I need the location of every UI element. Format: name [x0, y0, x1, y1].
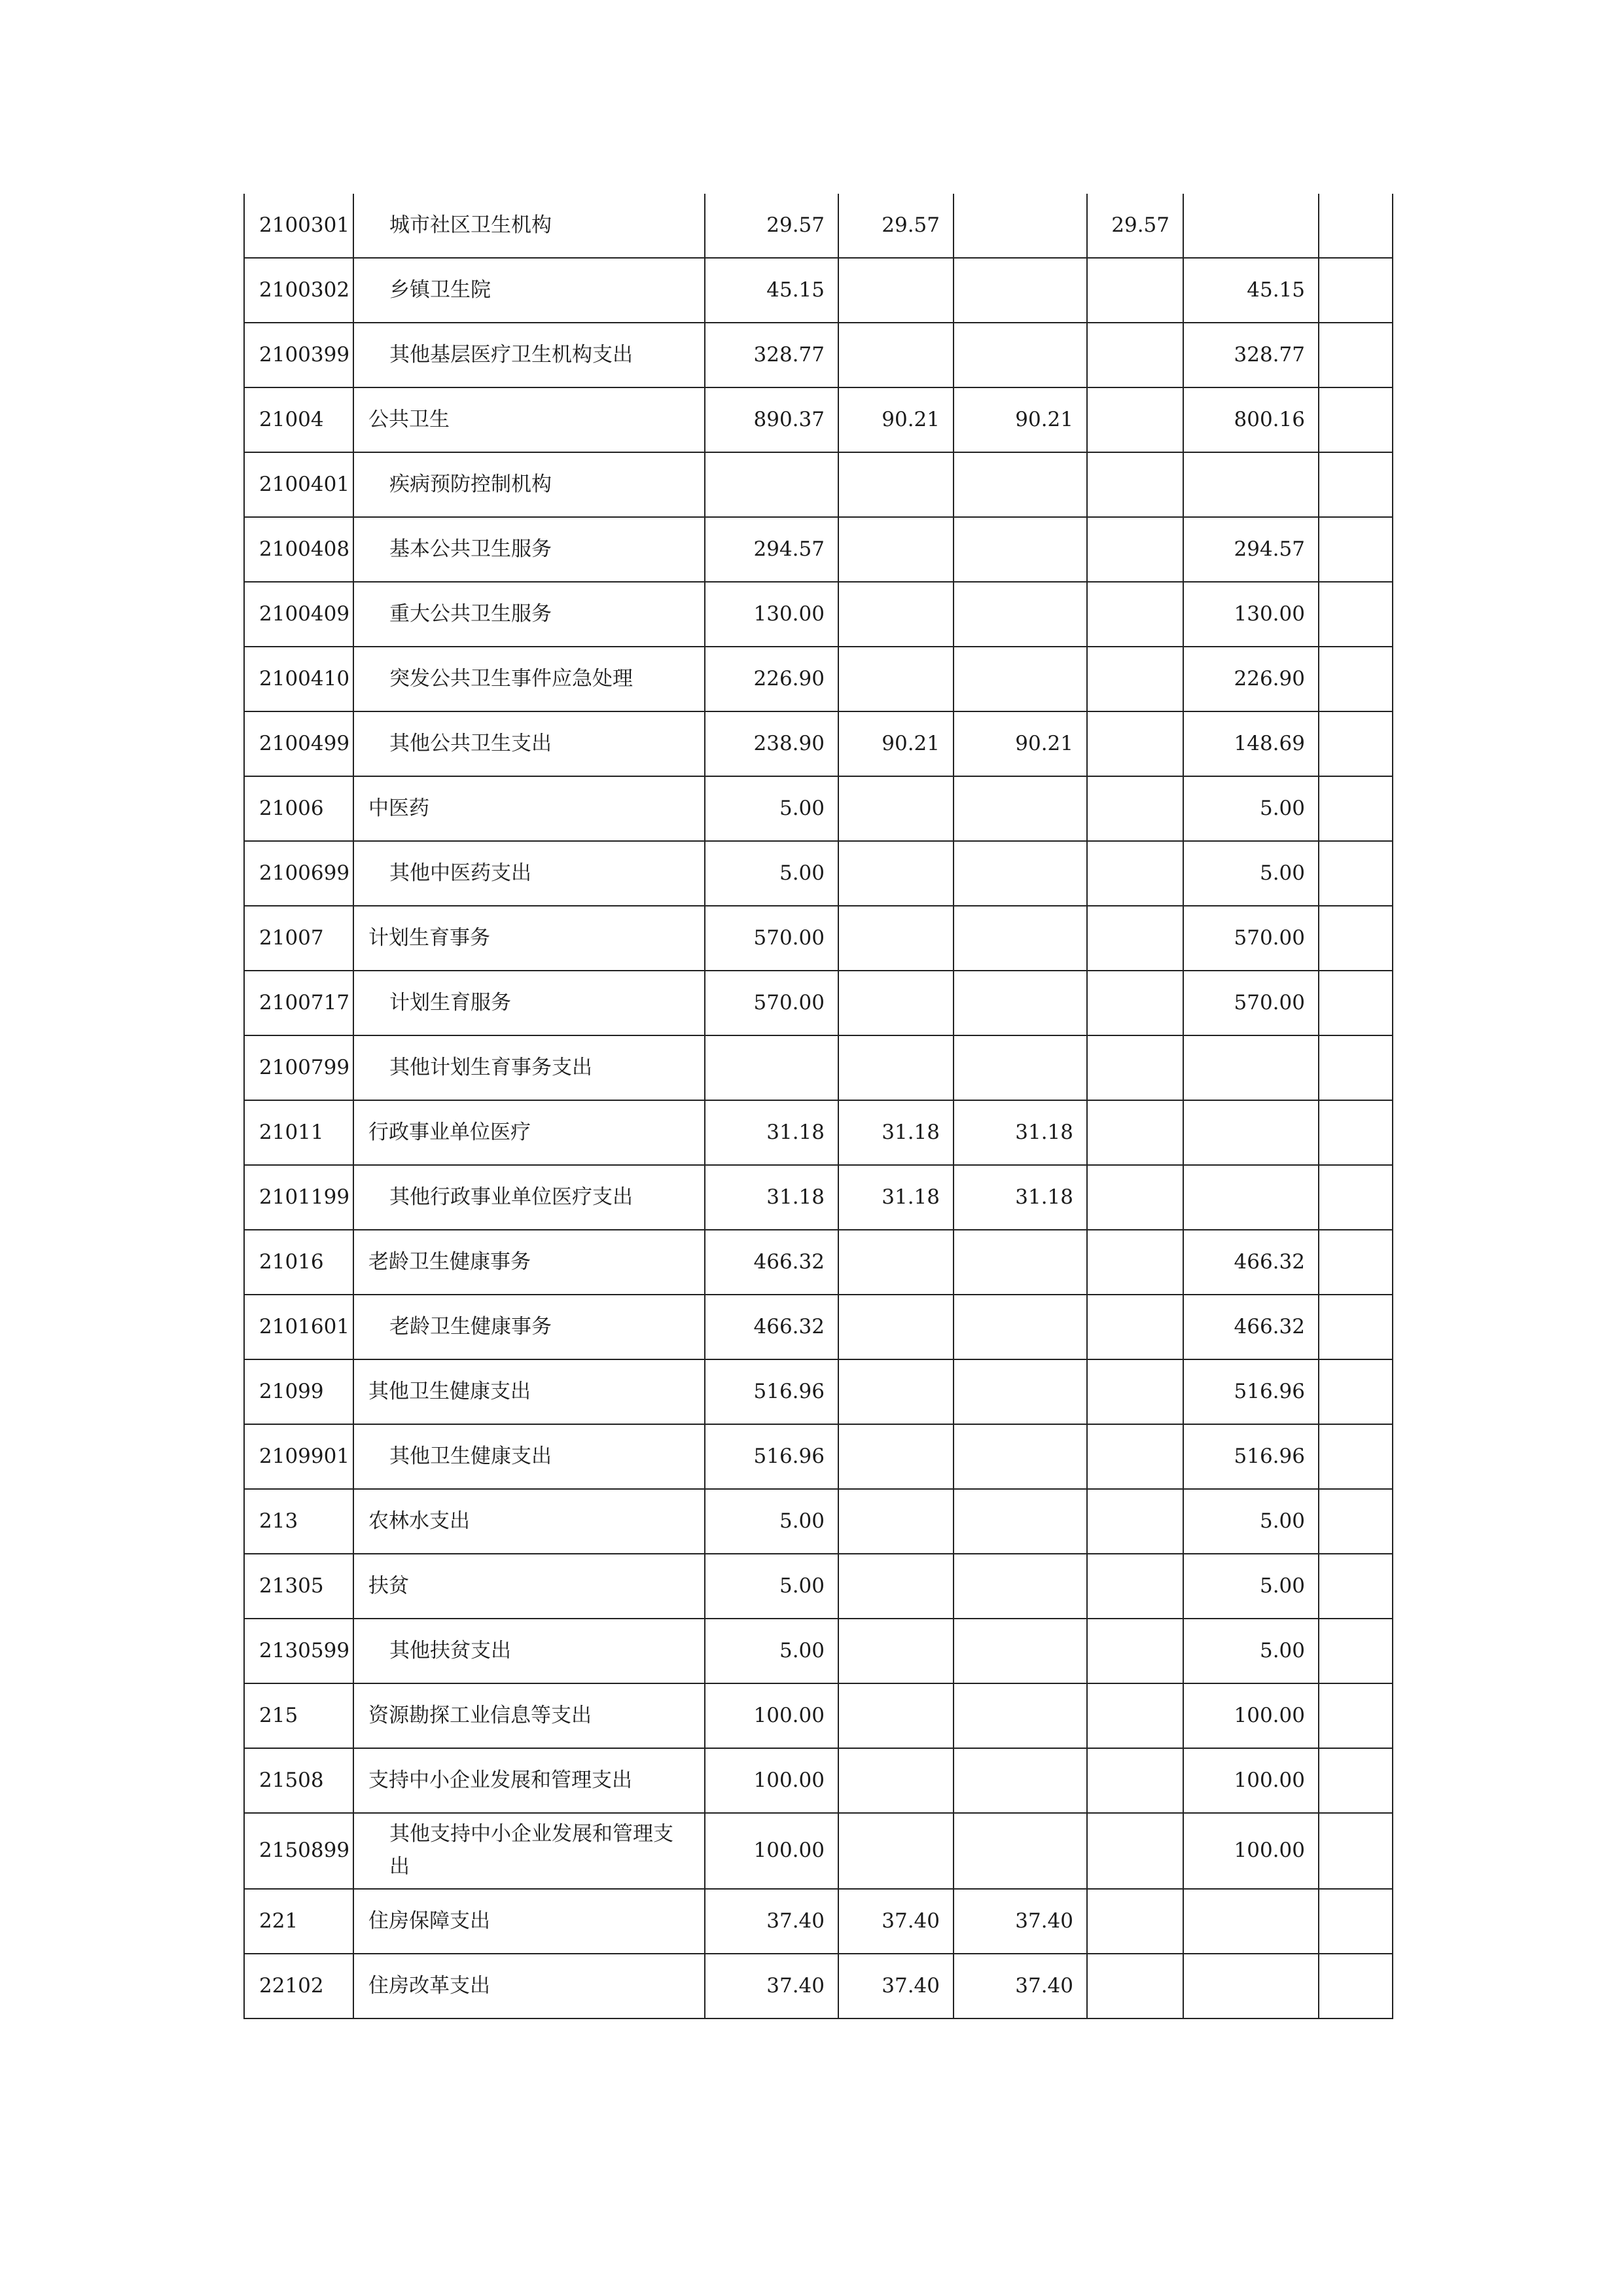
budget-expenditure-table	[243, 194, 1393, 2019]
extra-column-cell	[1319, 841, 1393, 906]
table-row	[244, 1035, 1393, 1100]
table-row	[244, 1889, 1393, 1954]
public-expenditure-cell	[1087, 1100, 1183, 1165]
subject-name-cell: 城市社区卫生机构	[353, 194, 705, 258]
basic-expenditure-cell	[838, 971, 954, 1035]
total-amount-cell: 100.00	[705, 1813, 838, 1889]
public-expenditure-cell	[1087, 1359, 1183, 1424]
personnel-expenditure-cell	[954, 1295, 1087, 1359]
basic-expenditure-cell: 31.18	[838, 1100, 954, 1165]
table-row	[244, 647, 1393, 711]
subject-code-cell: 2100408	[244, 517, 353, 582]
subject-code-cell: 21305	[244, 1554, 353, 1619]
subject-code-cell: 221	[244, 1889, 353, 1954]
project-expenditure-cell: 100.00	[1183, 1813, 1319, 1889]
table-row	[244, 1100, 1393, 1165]
project-expenditure-cell: 328.77	[1183, 323, 1319, 387]
subject-code-cell: 2101199	[244, 1165, 353, 1230]
subject-name-cell: 老龄卫生健康事务	[353, 1295, 705, 1359]
subject-name-cell: 扶贫	[353, 1554, 705, 1619]
basic-expenditure-cell	[838, 1748, 954, 1813]
project-expenditure-cell: 130.00	[1183, 582, 1319, 647]
public-expenditure-cell	[1087, 323, 1183, 387]
extra-column-cell	[1319, 1100, 1393, 1165]
subject-code-cell: 2100799	[244, 1035, 353, 1100]
subject-code-cell: 2130599	[244, 1619, 353, 1683]
personnel-expenditure-cell	[954, 971, 1087, 1035]
basic-expenditure-cell	[838, 1813, 954, 1889]
subject-code-cell: 21007	[244, 906, 353, 971]
extra-column-cell	[1319, 258, 1393, 323]
extra-column-cell	[1319, 1554, 1393, 1619]
total-amount-cell: 5.00	[705, 1554, 838, 1619]
table-row	[244, 841, 1393, 906]
subject-name-cell: 其他卫生健康支出	[353, 1424, 705, 1489]
subject-code-cell: 22102	[244, 1954, 353, 2018]
personnel-expenditure-cell	[954, 582, 1087, 647]
subject-name-cell: 其他支持中小企业发展和管理支出	[353, 1813, 705, 1889]
extra-column-cell	[1319, 1424, 1393, 1489]
total-amount-cell: 466.32	[705, 1295, 838, 1359]
project-expenditure-cell	[1183, 194, 1319, 258]
extra-column-cell	[1319, 194, 1393, 258]
total-amount-cell: 45.15	[705, 258, 838, 323]
public-expenditure-cell	[1087, 841, 1183, 906]
subject-name-cell: 住房改革支出	[353, 1954, 705, 2018]
extra-column-cell	[1319, 1165, 1393, 1230]
personnel-expenditure-cell	[954, 517, 1087, 582]
subject-name-cell: 其他公共卫生支出	[353, 711, 705, 776]
basic-expenditure-cell	[838, 1489, 954, 1554]
personnel-expenditure-cell: 90.21	[954, 387, 1087, 452]
extra-column-cell	[1319, 1295, 1393, 1359]
subject-code-cell: 21004	[244, 387, 353, 452]
basic-expenditure-cell	[838, 841, 954, 906]
personnel-expenditure-cell	[954, 452, 1087, 517]
extra-column-cell	[1319, 1748, 1393, 1813]
public-expenditure-cell	[1087, 1813, 1183, 1889]
basic-expenditure-cell	[838, 1295, 954, 1359]
total-amount-cell: 516.96	[705, 1424, 838, 1489]
subject-code-cell: 21011	[244, 1100, 353, 1165]
extra-column-cell	[1319, 1359, 1393, 1424]
basic-expenditure-cell: 31.18	[838, 1165, 954, 1230]
personnel-expenditure-cell	[954, 258, 1087, 323]
table-body	[244, 194, 1393, 2018]
total-amount-cell: 466.32	[705, 1230, 838, 1295]
extra-column-cell	[1319, 1813, 1393, 1889]
subject-code-cell: 21099	[244, 1359, 353, 1424]
subject-name-cell: 其他行政事业单位医疗支出	[353, 1165, 705, 1230]
table-row	[244, 1230, 1393, 1295]
subject-code-cell: 213	[244, 1489, 353, 1554]
table-row	[244, 1683, 1393, 1748]
subject-name-cell: 其他中医药支出	[353, 841, 705, 906]
table-row	[244, 1813, 1393, 1889]
subject-name-cell: 行政事业单位医疗	[353, 1100, 705, 1165]
public-expenditure-cell	[1087, 1954, 1183, 2018]
subject-code-cell: 2100301	[244, 194, 353, 258]
total-amount-cell: 100.00	[705, 1683, 838, 1748]
project-expenditure-cell	[1183, 452, 1319, 517]
subject-name-cell: 支持中小企业发展和管理支出	[353, 1748, 705, 1813]
table-row	[244, 452, 1393, 517]
basic-expenditure-cell: 37.40	[838, 1889, 954, 1954]
project-expenditure-cell	[1183, 1165, 1319, 1230]
table-row	[244, 387, 1393, 452]
total-amount-cell	[705, 1035, 838, 1100]
subject-name-cell: 公共卫生	[353, 387, 705, 452]
public-expenditure-cell	[1087, 1889, 1183, 1954]
personnel-expenditure-cell	[954, 906, 1087, 971]
subject-code-cell: 215	[244, 1683, 353, 1748]
project-expenditure-cell: 466.32	[1183, 1295, 1319, 1359]
table-row	[244, 971, 1393, 1035]
personnel-expenditure-cell	[954, 1424, 1087, 1489]
basic-expenditure-cell	[838, 1619, 954, 1683]
personnel-expenditure-cell	[954, 1359, 1087, 1424]
basic-expenditure-cell	[838, 582, 954, 647]
subject-code-cell: 2100409	[244, 582, 353, 647]
personnel-expenditure-cell	[954, 1489, 1087, 1554]
total-amount-cell: 516.96	[705, 1359, 838, 1424]
project-expenditure-cell: 5.00	[1183, 776, 1319, 841]
basic-expenditure-cell	[838, 1035, 954, 1100]
project-expenditure-cell: 5.00	[1183, 1554, 1319, 1619]
table-row	[244, 323, 1393, 387]
table-row	[244, 1165, 1393, 1230]
subject-name-cell: 住房保障支出	[353, 1889, 705, 1954]
basic-expenditure-cell	[838, 1359, 954, 1424]
public-expenditure-cell	[1087, 387, 1183, 452]
personnel-expenditure-cell: 37.40	[954, 1954, 1087, 2018]
extra-column-cell	[1319, 906, 1393, 971]
public-expenditure-cell	[1087, 1230, 1183, 1295]
total-amount-cell: 100.00	[705, 1748, 838, 1813]
subject-code-cell: 21006	[244, 776, 353, 841]
public-expenditure-cell	[1087, 776, 1183, 841]
basic-expenditure-cell: 29.57	[838, 194, 954, 258]
personnel-expenditure-cell	[954, 1554, 1087, 1619]
personnel-expenditure-cell	[954, 1683, 1087, 1748]
project-expenditure-cell: 100.00	[1183, 1683, 1319, 1748]
total-amount-cell: 31.18	[705, 1165, 838, 1230]
public-expenditure-cell	[1087, 1554, 1183, 1619]
project-expenditure-cell: 5.00	[1183, 1489, 1319, 1554]
project-expenditure-cell: 45.15	[1183, 258, 1319, 323]
public-expenditure-cell	[1087, 1683, 1183, 1748]
personnel-expenditure-cell	[954, 194, 1087, 258]
extra-column-cell	[1319, 776, 1393, 841]
project-expenditure-cell: 100.00	[1183, 1748, 1319, 1813]
subject-code-cell: 21508	[244, 1748, 353, 1813]
basic-expenditure-cell	[838, 1554, 954, 1619]
extra-column-cell	[1319, 971, 1393, 1035]
basic-expenditure-cell	[838, 1424, 954, 1489]
total-amount-cell: 5.00	[705, 841, 838, 906]
personnel-expenditure-cell: 37.40	[954, 1889, 1087, 1954]
subject-code-cell: 2100699	[244, 841, 353, 906]
project-expenditure-cell: 5.00	[1183, 841, 1319, 906]
subject-name-cell: 农林水支出	[353, 1489, 705, 1554]
basic-expenditure-cell	[838, 517, 954, 582]
personnel-expenditure-cell	[954, 1035, 1087, 1100]
basic-expenditure-cell: 37.40	[838, 1954, 954, 2018]
public-expenditure-cell	[1087, 1035, 1183, 1100]
project-expenditure-cell: 800.16	[1183, 387, 1319, 452]
public-expenditure-cell	[1087, 1295, 1183, 1359]
personnel-expenditure-cell	[954, 841, 1087, 906]
project-expenditure-cell: 5.00	[1183, 1619, 1319, 1683]
subject-code-cell: 2100401	[244, 452, 353, 517]
total-amount-cell: 570.00	[705, 906, 838, 971]
total-amount-cell: 238.90	[705, 711, 838, 776]
public-expenditure-cell	[1087, 1424, 1183, 1489]
extra-column-cell	[1319, 387, 1393, 452]
total-amount-cell: 130.00	[705, 582, 838, 647]
total-amount-cell: 37.40	[705, 1889, 838, 1954]
public-expenditure-cell	[1087, 582, 1183, 647]
public-expenditure-cell	[1087, 1619, 1183, 1683]
extra-column-cell	[1319, 323, 1393, 387]
basic-expenditure-cell	[838, 647, 954, 711]
project-expenditure-cell	[1183, 1889, 1319, 1954]
table-row	[244, 517, 1393, 582]
total-amount-cell: 31.18	[705, 1100, 838, 1165]
subject-code-cell: 2100499	[244, 711, 353, 776]
basic-expenditure-cell	[838, 776, 954, 841]
public-expenditure-cell	[1087, 647, 1183, 711]
public-expenditure-cell	[1087, 711, 1183, 776]
subject-code-cell: 2101601	[244, 1295, 353, 1359]
public-expenditure-cell	[1087, 906, 1183, 971]
table-row	[244, 776, 1393, 841]
subject-code-cell: 2100410	[244, 647, 353, 711]
total-amount-cell: 29.57	[705, 194, 838, 258]
basic-expenditure-cell	[838, 452, 954, 517]
personnel-expenditure-cell	[954, 1619, 1087, 1683]
extra-column-cell	[1319, 1230, 1393, 1295]
table-row	[244, 194, 1393, 258]
total-amount-cell: 294.57	[705, 517, 838, 582]
subject-name-cell: 资源勘探工业信息等支出	[353, 1683, 705, 1748]
total-amount-cell: 5.00	[705, 776, 838, 841]
table-row	[244, 1424, 1393, 1489]
table-row	[244, 1748, 1393, 1813]
subject-code-cell: 2150899	[244, 1813, 353, 1889]
public-expenditure-cell	[1087, 1165, 1183, 1230]
table-row	[244, 1619, 1393, 1683]
personnel-expenditure-cell: 90.21	[954, 711, 1087, 776]
total-amount-cell: 570.00	[705, 971, 838, 1035]
subject-name-cell: 计划生育服务	[353, 971, 705, 1035]
project-expenditure-cell: 516.96	[1183, 1424, 1319, 1489]
subject-name-cell: 其他计划生育事务支出	[353, 1035, 705, 1100]
subject-name-cell: 其他基层医疗卫生机构支出	[353, 323, 705, 387]
basic-expenditure-cell	[838, 1230, 954, 1295]
personnel-expenditure-cell	[954, 776, 1087, 841]
total-amount-cell: 5.00	[705, 1619, 838, 1683]
extra-column-cell	[1319, 452, 1393, 517]
public-expenditure-cell	[1087, 1748, 1183, 1813]
extra-column-cell	[1319, 517, 1393, 582]
project-expenditure-cell: 226.90	[1183, 647, 1319, 711]
personnel-expenditure-cell: 31.18	[954, 1165, 1087, 1230]
total-amount-cell	[705, 452, 838, 517]
subject-code-cell: 2100717	[244, 971, 353, 1035]
subject-name-cell: 基本公共卫生服务	[353, 517, 705, 582]
total-amount-cell: 226.90	[705, 647, 838, 711]
personnel-expenditure-cell: 31.18	[954, 1100, 1087, 1165]
table-row	[244, 582, 1393, 647]
personnel-expenditure-cell	[954, 647, 1087, 711]
total-amount-cell: 328.77	[705, 323, 838, 387]
project-expenditure-cell	[1183, 1954, 1319, 2018]
extra-column-cell	[1319, 711, 1393, 776]
basic-expenditure-cell	[838, 323, 954, 387]
extra-column-cell	[1319, 1889, 1393, 1954]
project-expenditure-cell: 570.00	[1183, 906, 1319, 971]
table-row	[244, 711, 1393, 776]
extra-column-cell	[1319, 1035, 1393, 1100]
table-row	[244, 1489, 1393, 1554]
subject-name-cell: 突发公共卫生事件应急处理	[353, 647, 705, 711]
personnel-expenditure-cell	[954, 323, 1087, 387]
subject-name-cell: 计划生育事务	[353, 906, 705, 971]
table-row	[244, 1954, 1393, 2018]
extra-column-cell	[1319, 1954, 1393, 2018]
basic-expenditure-cell	[838, 906, 954, 971]
subject-name-cell: 乡镇卫生院	[353, 258, 705, 323]
basic-expenditure-cell	[838, 258, 954, 323]
public-expenditure-cell	[1087, 258, 1183, 323]
extra-column-cell	[1319, 582, 1393, 647]
subject-name-cell: 中医药	[353, 776, 705, 841]
public-expenditure-cell	[1087, 971, 1183, 1035]
table-row	[244, 1359, 1393, 1424]
basic-expenditure-cell	[838, 1683, 954, 1748]
project-expenditure-cell: 570.00	[1183, 971, 1319, 1035]
extra-column-cell	[1319, 1619, 1393, 1683]
basic-expenditure-cell: 90.21	[838, 711, 954, 776]
subject-name-cell: 其他扶贫支出	[353, 1619, 705, 1683]
public-expenditure-cell	[1087, 1489, 1183, 1554]
subject-name-cell: 老龄卫生健康事务	[353, 1230, 705, 1295]
subject-code-cell: 2109901	[244, 1424, 353, 1489]
project-expenditure-cell: 294.57	[1183, 517, 1319, 582]
subject-name-cell: 疾病预防控制机构	[353, 452, 705, 517]
table-row	[244, 1295, 1393, 1359]
subject-code-cell: 2100399	[244, 323, 353, 387]
table-row	[244, 258, 1393, 323]
public-expenditure-cell	[1087, 517, 1183, 582]
total-amount-cell: 890.37	[705, 387, 838, 452]
public-expenditure-cell	[1087, 452, 1183, 517]
extra-column-cell	[1319, 647, 1393, 711]
project-expenditure-cell: 516.96	[1183, 1359, 1319, 1424]
project-expenditure-cell: 148.69	[1183, 711, 1319, 776]
personnel-expenditure-cell	[954, 1813, 1087, 1889]
subject-name-cell: 其他卫生健康支出	[353, 1359, 705, 1424]
project-expenditure-cell	[1183, 1035, 1319, 1100]
total-amount-cell: 37.40	[705, 1954, 838, 2018]
subject-code-cell: 21016	[244, 1230, 353, 1295]
subject-name-cell: 重大公共卫生服务	[353, 582, 705, 647]
table-row	[244, 906, 1393, 971]
personnel-expenditure-cell	[954, 1748, 1087, 1813]
public-expenditure-cell: 29.57	[1087, 194, 1183, 258]
total-amount-cell: 5.00	[705, 1489, 838, 1554]
subject-code-cell: 2100302	[244, 258, 353, 323]
extra-column-cell	[1319, 1683, 1393, 1748]
project-expenditure-cell: 466.32	[1183, 1230, 1319, 1295]
personnel-expenditure-cell	[954, 1230, 1087, 1295]
basic-expenditure-cell: 90.21	[838, 387, 954, 452]
project-expenditure-cell	[1183, 1100, 1319, 1165]
extra-column-cell	[1319, 1489, 1393, 1554]
table-row	[244, 1554, 1393, 1619]
